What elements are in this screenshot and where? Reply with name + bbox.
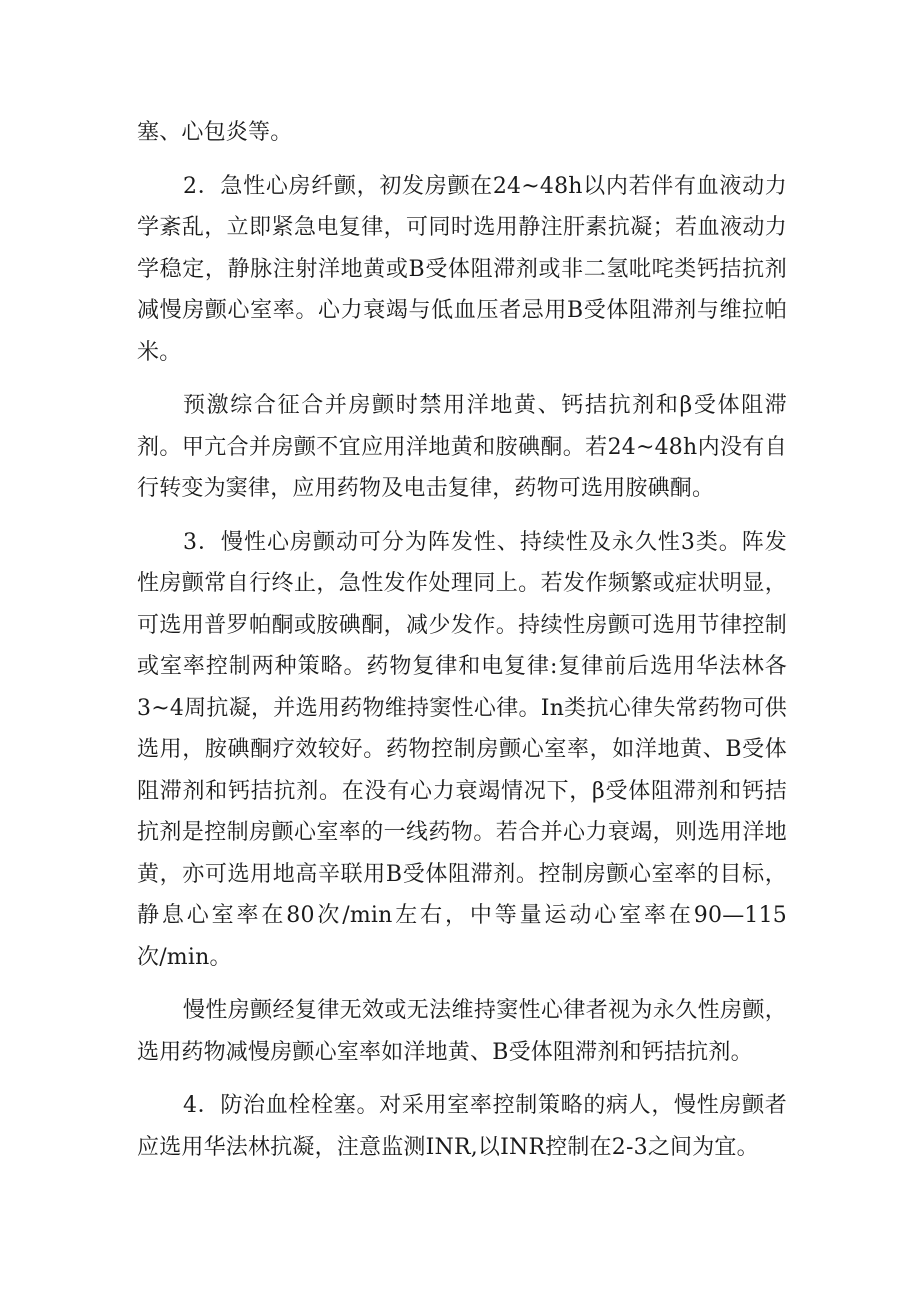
paragraph-continuation: 塞、心包炎等。	[137, 120, 293, 145]
paragraph-chronic-af: 3．慢性心房颤动可分为阵发性、持续性及永久性3类。阵发性房颤常自行终止，急性发作处理同上。若发作频繁或症状明显，可选用普罗帕酮或胺碘酮，减少发作。持续性房颤可选用节律控制或室率控制两种策略。药物复律和电复律:复律前后选用华法林各3~4周抗凝，并选用药物维持窦性心律。In类抗心律失常药物可供选用，胺碘酮疗效较好。药物控制房颤心室率，如洋地黄、Β受体阻滞剂和钙拮抗剂。在没有心力衰竭情况下，β受体阻滞剂和钙拮抗剂是控制房颤心室率的一线药物。若合并心力衰竭，则选用洋地黄，亦可选用地高辛联用Β受体阻滞剂。控制房颤心室率的目标，静息心室率在80次/min左右，中等量运动心室率在90—115次/min。	[137, 529, 787, 970]
paragraph-permanent-af: 慢性房颤经复律无效或无法维持窦性心律者视为永久性房颤，选用药物减慢房颤心室率如洋地黄、Β受体阻滞剂和钙拮抗剂。	[137, 998, 787, 1065]
paragraph-thromboembolism: 4．防治血栓栓塞。对采用室率控制策略的病人，慢性房颤者应选用华法林抗凝，注意监测INR,以INR控制在2-3之间为宜。	[137, 1093, 787, 1160]
paragraph-preexcitation: 预激综合征合并房颤时禁用洋地黄、钙拮抗剂和β受体阻滞剂。甲亢合并房颤不宜应用洋地黄和胺碘酮。若24~48h内没有自行转变为窦律，应用药物及电击复律，药物可选用胺碘酮。	[137, 393, 787, 501]
paragraph-acute-af: 2．急性心房纤颤，初发房颤在24~48h以内若伴有血液动力学紊乱，立即紧急电复律，可同时选用静注肝素抗凝；若血液动力学稳定，静脉注射洋地黄或Β受体阻滞剂或非二氢吡咤类钙拮抗剂减慢房颤心室率。心力衰竭与低血压者忌用Β受体阻滞剂与维拉帕米。	[137, 173, 787, 365]
document-body	[137, 112, 787, 1180]
